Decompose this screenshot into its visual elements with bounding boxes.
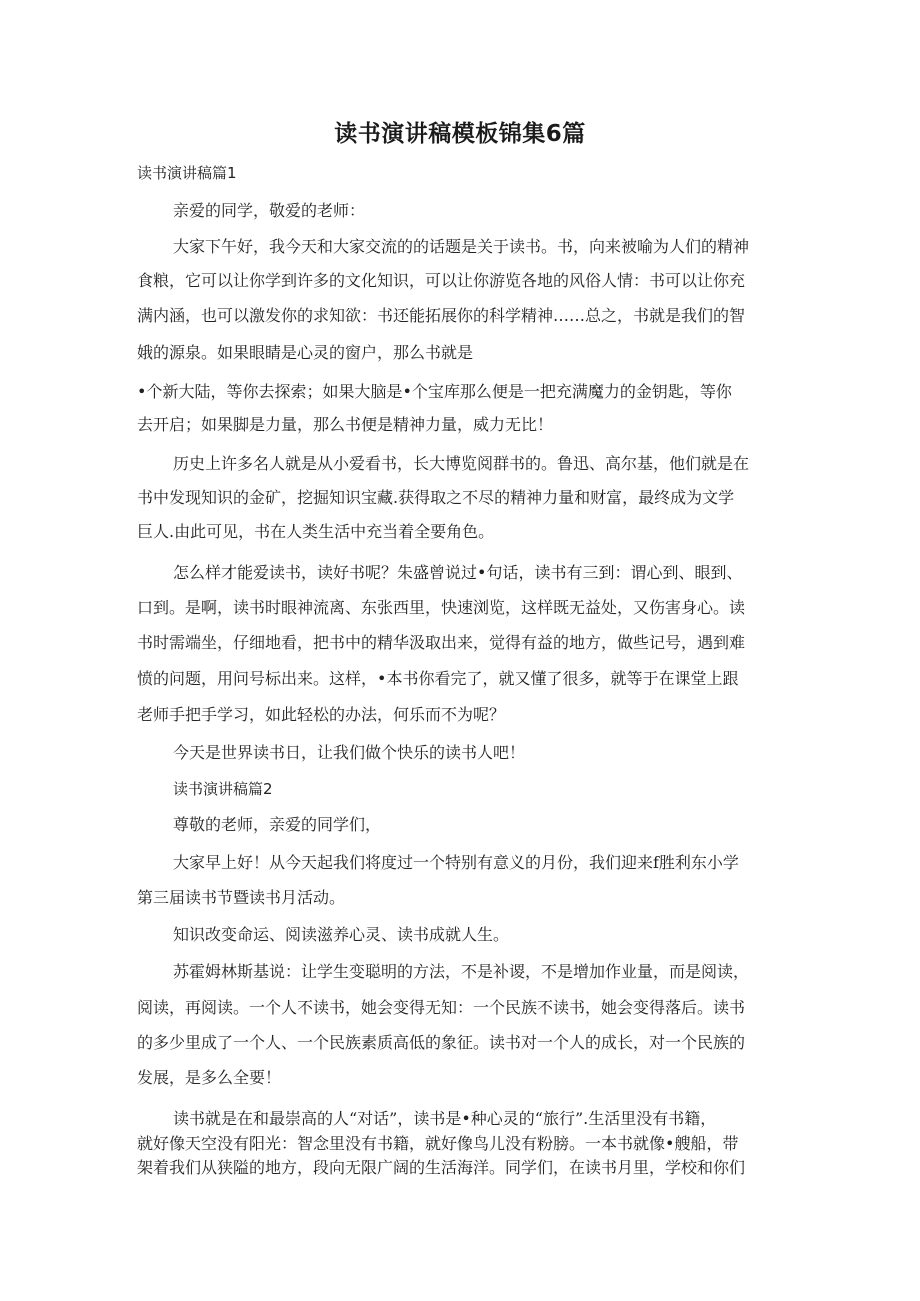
paragraph-line: 读书就是在和最崇高的人“对话”，读书是•种心灵的“旅行”.生活里没有书籍， [173, 1109, 717, 1128]
paragraph-line: 历史上许多名人就是从小爱看书，长大博览阅群书的。鲁迅、高尔基，他们就是在 [173, 454, 750, 473]
speech1-heading: 读书演讲稿篇1 [137, 164, 237, 182]
paragraph-line: 第三届读书节暨读书月活动。 [137, 888, 346, 907]
paragraph-line: 怎么样才能爱读书，读好书呢？朱盛曾说过•句话，读书有三到：谓心到、眼到、 [173, 563, 743, 582]
paragraph-line: 亲爱的同学，敬爱的老师： [173, 201, 366, 220]
paragraph-line: 口到。是啊，读书时眼神流离、东张西里，快速浏览，这样既无益处，又伤害身心。读 [137, 598, 746, 617]
paragraph-line: 大家早上好！从今天起我们将度过一个特别有意义的月份，我们迎来f胜利东小学 [173, 853, 739, 872]
paragraph-line: 愤的问题，用问号标出来。这样，•本书你看完了，就又懂了很多，就等于在课堂上跟 [137, 669, 739, 688]
paragraph-line: 书时需端坐，仔细地看，把书中的精华汲取出来，觉得有益的地方，做些记号，遇到难 [137, 633, 746, 652]
paragraph-line: 架着我们从狭隘的地方，段向无限广阔的生活海洋。同学们，在读书月里，学校和你们 [137, 1158, 746, 1177]
paragraph-line: 今天是世界读书日，让我们做个快乐的读书人吧！ [173, 743, 526, 762]
paragraph-line: 尊敬的老师，亲爱的同学们， [173, 815, 382, 834]
paragraph-line: 发展，是多么全要！ [137, 1068, 282, 1087]
paragraph-line: 知识改变命运、阅读滋养心灵、读书成就人生。 [173, 925, 510, 944]
paragraph-line: 食粮，它可以让你学到许多的文化知识，可以让你游览各地的风俗人情：书可以让你充 [137, 271, 746, 290]
paragraph-line: 的多少里成了一个人、一个民族素质高低的象征。读书对一个人的成长，对一个民族的 [137, 1033, 746, 1052]
document-title: 读书演讲稿模板锦集6篇 [334, 121, 586, 147]
paragraph-line: 苏霍姆林斯基说：让学生变聪明的方法，不是补谡，不是增加作业量，而是阅读， [173, 962, 750, 981]
paragraph-line: 书中发现知识的金矿，挖掘知识宝藏.获得取之不尽的精神力量和财富，最终成为文学 [137, 488, 735, 507]
paragraph-line: •个新大陆，等你去探索；如果大脑是•个宝库那么便是一把充满魔力的金钥匙，等你 [137, 382, 732, 401]
paragraph-line: 阅读，再阅读。一个人不读书，她会变得无知：一个民族不读书，她会变得落后。读书 [137, 998, 746, 1017]
paragraph-line: 满内涵，也可以激发你的求知欲：书还能拓展你的科学精神……总之，书就是我们的智 [137, 306, 746, 325]
paragraph-line: 就好像天空没有阳光：智念里没有书籍，就好像鸟儿没有粉膀。一本书就像•艘船，带 [137, 1134, 739, 1153]
paragraph-line: 大家下午好，我今天和大家交流的的话题是关于读书。书，向来被喻为人们的精神 [173, 237, 750, 256]
paragraph-line: 娥的源泉。如果眼睛是心灵的窗户，那么书就是 [137, 343, 474, 362]
paragraph-line: 巨人.由此可见，书在人类生活中充当着全要角色。 [137, 522, 495, 541]
paragraph-line: 去开启；如果脚是力量，那么书便是精神力量，威力无比！ [137, 415, 554, 434]
speech2-heading: 读书演讲稿篇2 [173, 780, 273, 798]
paragraph-line: 老师手把手学习，如此轻松的办法，何乐而不为呢？ [137, 705, 506, 724]
